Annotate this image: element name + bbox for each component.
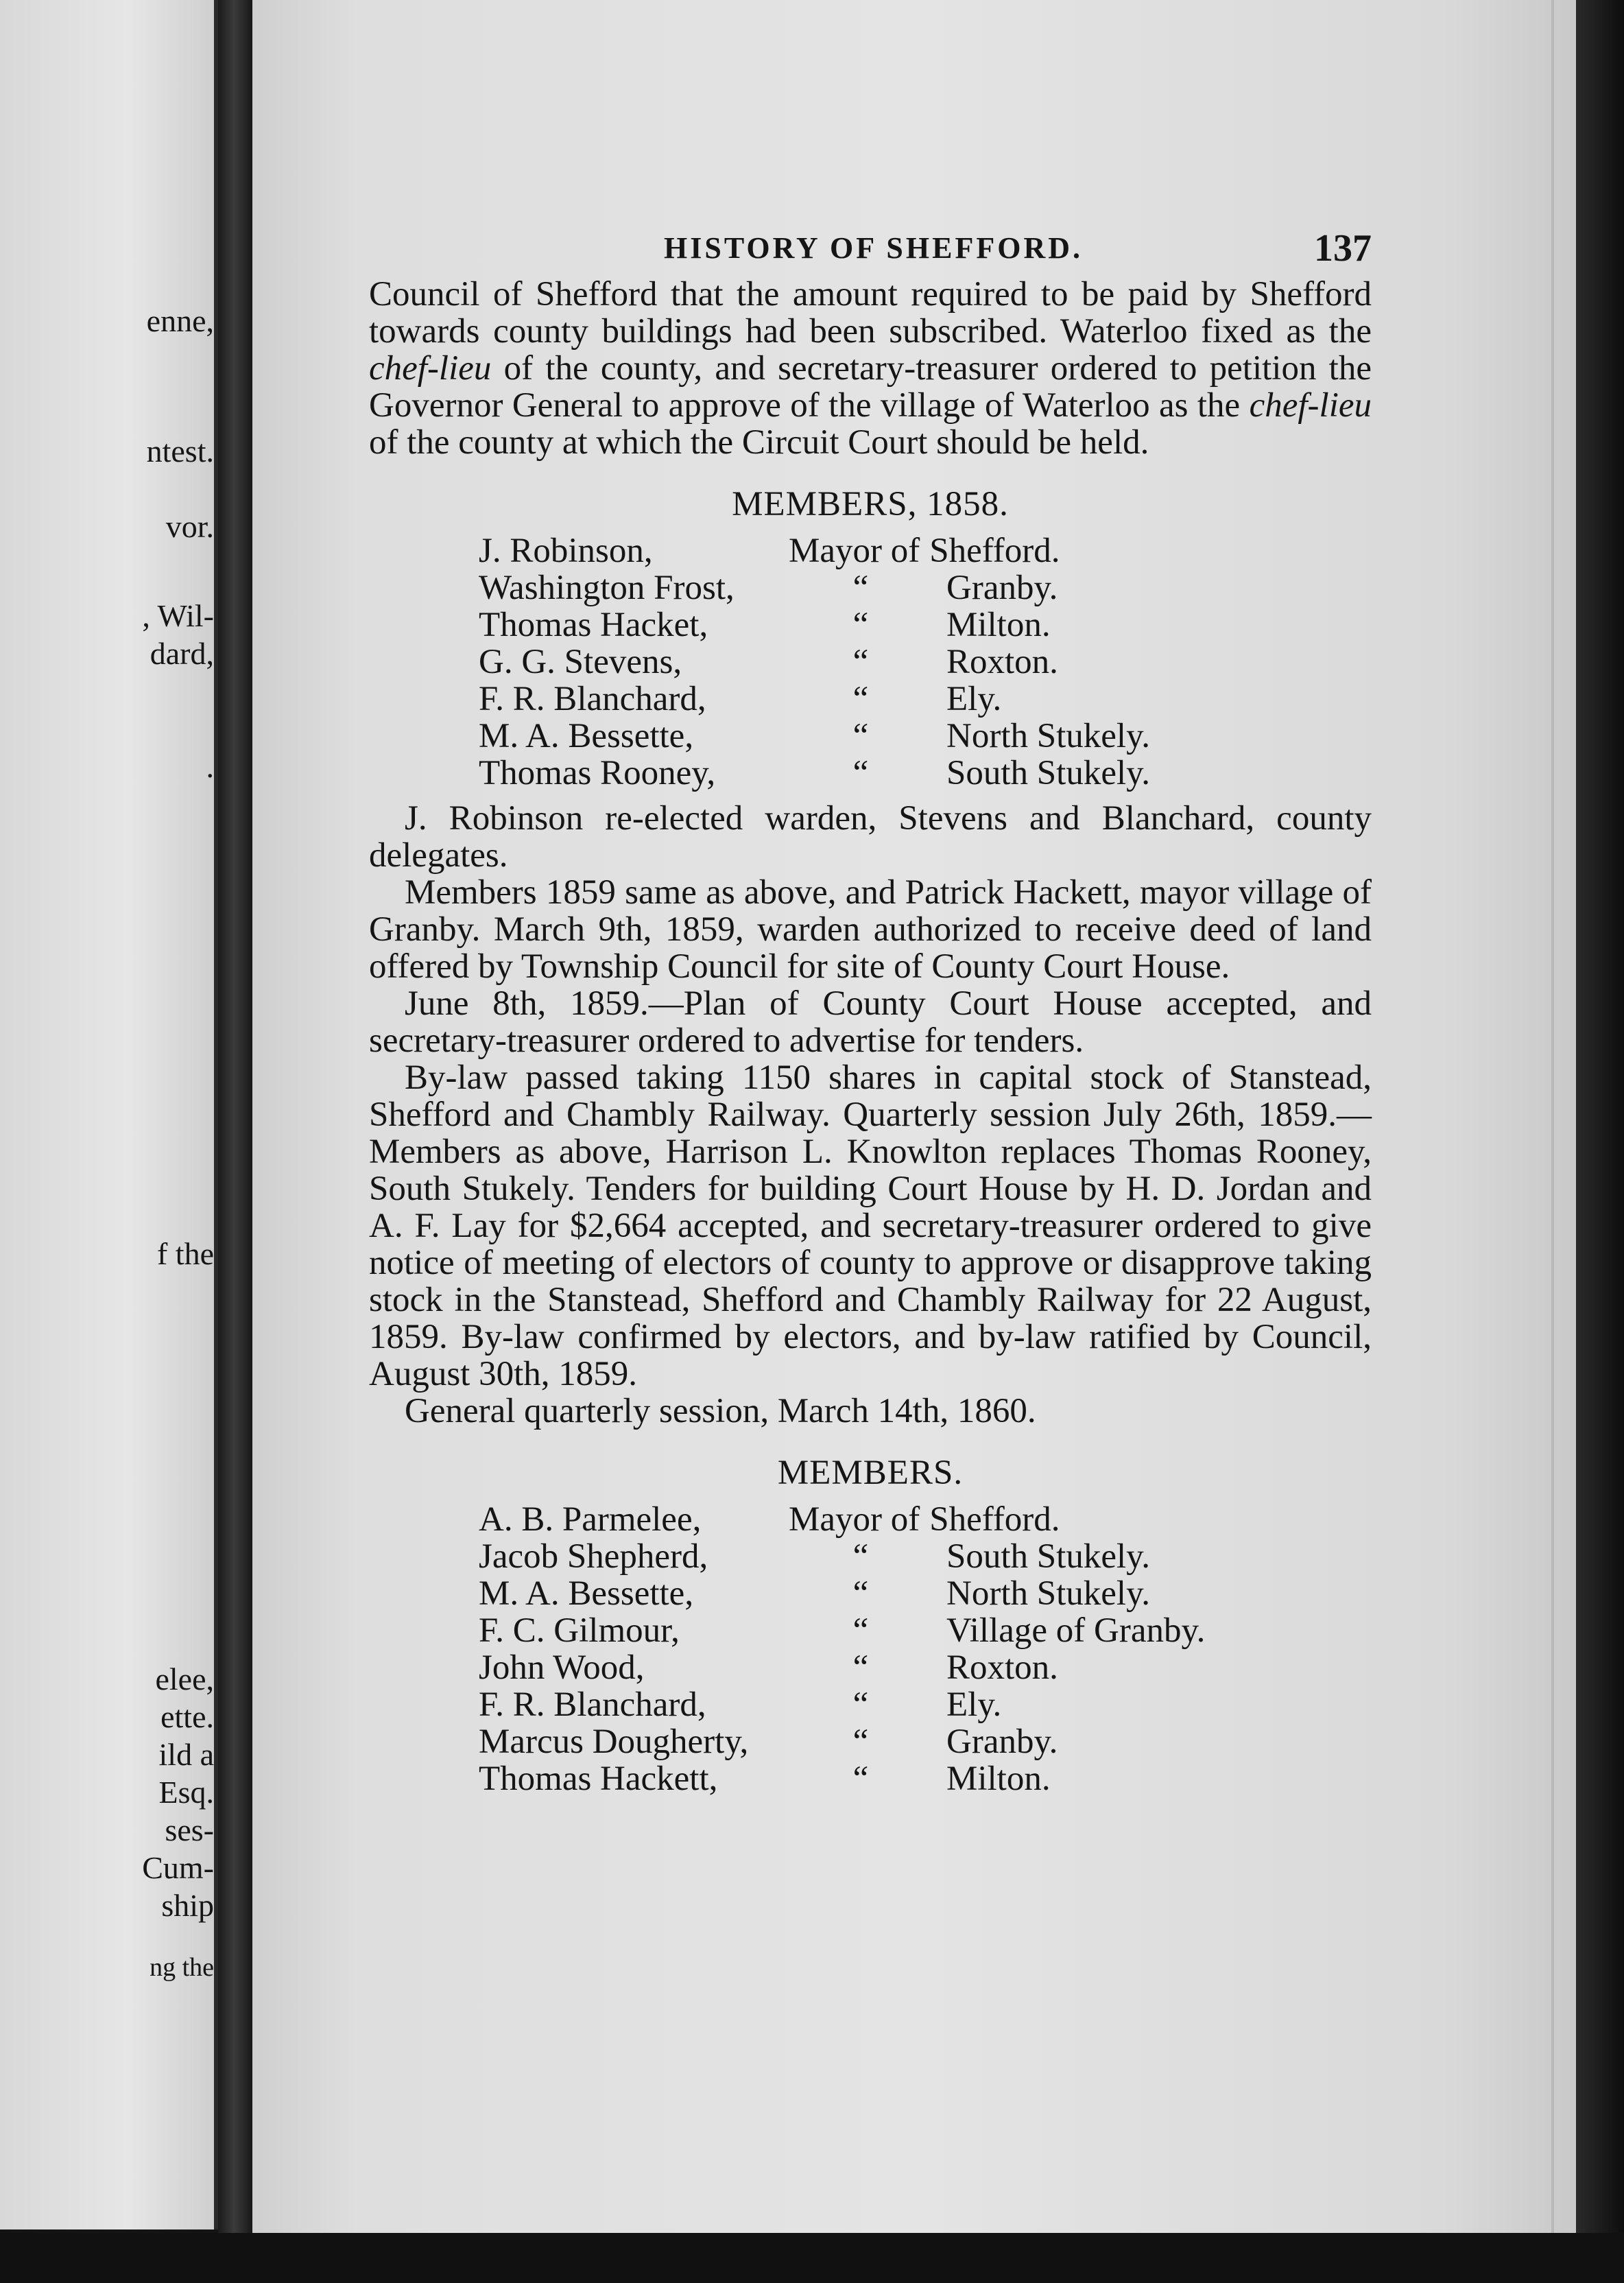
member-row: [369, 1723, 1372, 1760]
page-edge: [1551, 0, 1554, 2233]
member-row: [369, 681, 1372, 718]
facing-page-line: f the: [156, 1236, 214, 1271]
member-place: Granby.: [946, 1723, 1058, 1761]
member-role: “: [852, 717, 869, 755]
scan-border-bottom: [0, 2233, 1624, 2283]
facing-page-line: elee,: [155, 1661, 214, 1696]
member-name: Thomas Hacket,: [479, 606, 708, 644]
member-row: [369, 1686, 1372, 1723]
member-role: “: [852, 680, 869, 718]
member-name: John Wood,: [479, 1648, 645, 1687]
member-row: [369, 606, 1372, 643]
member-place: North Stukely.: [946, 1574, 1151, 1613]
member-role: “: [852, 1685, 869, 1724]
facing-page-line: ntest.: [146, 434, 214, 469]
member-row: [369, 718, 1372, 755]
member-name: J. Robinson,: [479, 532, 653, 570]
member-name: Thomas Rooney,: [479, 754, 716, 792]
italic-term: chef-lieu: [1249, 386, 1372, 425]
member-name: G. G. Stevens,: [479, 643, 682, 681]
member-place: Shefford.: [929, 532, 1060, 570]
member-role: “: [852, 1574, 869, 1613]
member-role: “: [852, 643, 869, 681]
facing-page-line: dard,: [150, 636, 214, 671]
facing-page-line: Esq.: [158, 1775, 214, 1810]
member-name: M. A. Bessette,: [479, 717, 694, 755]
member-role: Mayor of: [789, 1500, 920, 1539]
members-1858-list: [369, 532, 1372, 792]
running-head: [369, 226, 1372, 276]
facing-page-line: ild a: [158, 1737, 214, 1772]
member-place: South Stukely.: [946, 754, 1151, 792]
facing-page-line: ship: [161, 1888, 214, 1923]
page-number: 137: [1314, 227, 1372, 270]
member-row: [369, 569, 1372, 606]
member-role: “: [852, 1611, 869, 1650]
member-role: “: [852, 569, 869, 607]
member-place: Ely.: [946, 680, 1002, 718]
member-name: F. R. Blanchard,: [479, 1685, 706, 1724]
paragraph-text: of the county, and secretary-treasurer ordered to petition the Governor General to approve of the village of Waterloo as the: [369, 349, 1372, 425]
member-role: “: [852, 1723, 869, 1761]
member-place: South Stukely.: [946, 1537, 1151, 1576]
paragraph: [369, 276, 1372, 461]
facing-page-line: Cum-: [142, 1850, 214, 1885]
paragraph: June 8th, 1859.—Plan of County Court House accepted, and secretary-treasurer ordered to advertise for tenders.: [369, 984, 1372, 1060]
member-row: [369, 755, 1372, 792]
running-head-title: HISTORY OF SHEFFORD.: [664, 231, 1084, 265]
member-role: “: [852, 1648, 869, 1687]
members-1858-heading: MEMBERS, 1858.: [732, 485, 1009, 523]
member-role: “: [852, 1537, 869, 1576]
members-1860-heading: MEMBERS.: [777, 1454, 964, 1492]
member-place: North Stukely.: [946, 717, 1151, 755]
member-row: [369, 1649, 1372, 1686]
member-place: Roxton.: [946, 643, 1058, 681]
member-place: Milton.: [946, 1760, 1051, 1798]
member-name: A. B. Parmelee,: [479, 1500, 702, 1539]
member-place: Shefford.: [929, 1500, 1060, 1539]
paragraph: Members 1859 same as above, and Patrick Hackett, mayor village of Granby. March 9th, 1859, warden authorized to receive deed of land offered by Township Council for site of County Court House.: [369, 873, 1372, 986]
italic-term: chef-lieu: [369, 349, 492, 388]
members-1860-list: [369, 1501, 1372, 1797]
facing-page-line: ette.: [160, 1699, 214, 1734]
paragraph-text: of the county at which the Circuit Court should be held.: [369, 423, 1149, 462]
member-name: Jacob Shepherd,: [479, 1537, 708, 1576]
member-place: Ely.: [946, 1685, 1002, 1724]
member-row: [369, 1575, 1372, 1612]
paragraph: J. Robinson re-elected warden, Stevens and Blanchard, county delegates.: [369, 799, 1372, 875]
member-name: F. C. Gilmour,: [479, 1611, 680, 1650]
facing-page-line: ng the: [150, 1953, 214, 1982]
member-place: Granby.: [946, 569, 1058, 607]
facing-page-line: enne,: [146, 303, 214, 338]
member-name: M. A. Bessette,: [479, 1574, 694, 1613]
member-row: [369, 532, 1372, 569]
member-place: Roxton.: [946, 1648, 1058, 1687]
member-place: Milton.: [946, 606, 1051, 644]
member-place: Village of Granby.: [946, 1611, 1206, 1650]
facing-page-line: .: [206, 749, 214, 784]
member-role: Mayor of: [789, 532, 920, 570]
member-name: Thomas Hackett,: [479, 1760, 718, 1798]
facing-page-line: vor.: [165, 509, 214, 544]
member-row: [369, 1538, 1372, 1575]
member-row: [369, 643, 1372, 681]
member-name: Marcus Dougherty,: [479, 1723, 749, 1761]
member-role: “: [852, 754, 869, 792]
page-text-block: [369, 226, 1372, 1806]
paragraph: General quarterly session, March 14th, 1860.: [405, 1392, 1036, 1430]
paragraph: By-law passed taking 1150 shares in capital stock of Stanstead, Shefford and Chambly Railway. Quarterly session July 26th, 1859.—Members as above, Harrison L. Knowlton replaces Thomas Rooney, South Stukely. Tenders for building Court House by H. D. Jordan and A. F. Lay for $2,664 accepted, and secretary-treasurer ordered to give notice of meeting of electors of county to approve or disapprove taking stock in the Stanstead, Shefford and Chambly Railway for 22 August, 1859. By-law confirmed by electors, and by-law ratified by Council, August 30th, 1859.: [369, 1058, 1372, 1393]
member-role: “: [852, 1760, 869, 1798]
member-row: [369, 1501, 1372, 1538]
facing-page-line: ses-: [165, 1812, 214, 1847]
book-gutter: [218, 0, 254, 2283]
facing-page-line: , Wil-: [142, 598, 214, 633]
scan-border: [1576, 0, 1624, 2283]
member-name: F. R. Blanchard,: [479, 680, 706, 718]
paragraph-text: Council of Shefford that the amount required to be paid by Shefford towards county buildings had been subscribed. Waterloo fixed as the: [369, 275, 1372, 351]
member-row: [369, 1612, 1372, 1649]
member-role: “: [852, 606, 869, 644]
facing-page-fragment: [0, 0, 218, 2229]
member-row: [369, 1760, 1372, 1797]
member-name: Washington Frost,: [479, 569, 735, 607]
